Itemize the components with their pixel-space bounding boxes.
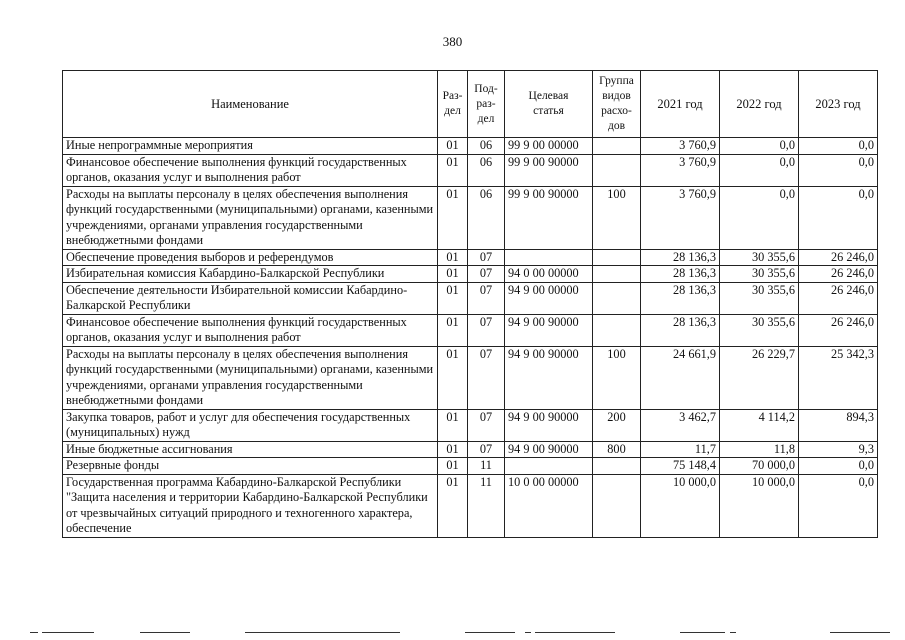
cell-name: Расходы на выплаты персоналу в целях обеспечения выполнения функций государственными (муниципальными) органами, казенными учреждениями, органами управления государственными внебюджетными фондами [63, 346, 438, 409]
cell-subsection: 07 [468, 409, 505, 441]
cell-2022: 30 355,6 [720, 282, 799, 314]
cell-2023: 26 246,0 [799, 314, 878, 346]
cell-expense-group [593, 314, 641, 346]
cell-2021: 24 661,9 [641, 346, 720, 409]
cell-section: 01 [438, 138, 468, 155]
cell-subsection: 07 [468, 282, 505, 314]
page-number: 380 [442, 34, 463, 49]
footer-scan-lines [0, 630, 905, 636]
cell-expense-group [593, 282, 641, 314]
cell-section: 01 [438, 249, 468, 266]
cell-2022: 0,0 [720, 154, 799, 186]
cell-2022: 4 114,2 [720, 409, 799, 441]
cell-section: 01 [438, 154, 468, 186]
cell-target-article: 94 9 00 90000 [505, 314, 593, 346]
cell-target-article [505, 249, 593, 266]
cell-name: Иные непрограммные мероприятия [63, 138, 438, 155]
cell-2022: 30 355,6 [720, 314, 799, 346]
table-row [63, 441, 878, 458]
cell-target-article: 99 9 00 90000 [505, 154, 593, 186]
table-row [63, 346, 878, 409]
cell-subsection: 07 [468, 266, 505, 283]
header-subsection: Под- раз- дел [468, 71, 505, 138]
cell-expense-group [593, 138, 641, 155]
cell-section: 01 [438, 266, 468, 283]
cell-target-article [505, 458, 593, 475]
cell-2021: 28 136,3 [641, 314, 720, 346]
cell-2022: 11,8 [720, 441, 799, 458]
cell-section: 01 [438, 409, 468, 441]
cell-section: 01 [438, 458, 468, 475]
cell-2023: 0,0 [799, 474, 878, 537]
table-row [63, 138, 878, 155]
header-2022: 2022 год [720, 71, 799, 138]
cell-section: 01 [438, 314, 468, 346]
cell-2022: 0,0 [720, 186, 799, 249]
cell-2022: 30 355,6 [720, 266, 799, 283]
table-row [63, 458, 878, 475]
cell-subsection: 06 [468, 138, 505, 155]
cell-subsection: 06 [468, 186, 505, 249]
cell-2021: 3 760,9 [641, 154, 720, 186]
cell-2022: 10 000,0 [720, 474, 799, 537]
cell-2021: 10 000,0 [641, 474, 720, 537]
cell-2021: 11,7 [641, 441, 720, 458]
cell-name: Расходы на выплаты персоналу в целях обеспечения выполнения функций государственными (муниципальными) органами, казенными учреждениями, органами управления государственными внебюджетными фондами [63, 186, 438, 249]
header-2023: 2023 год [799, 71, 878, 138]
cell-expense-group [593, 458, 641, 475]
cell-section: 01 [438, 282, 468, 314]
table-row [63, 186, 878, 249]
table-row [63, 266, 878, 283]
cell-expense-group [593, 266, 641, 283]
cell-2023: 9,3 [799, 441, 878, 458]
cell-2023: 26 246,0 [799, 249, 878, 266]
cell-2023: 0,0 [799, 138, 878, 155]
table-row [63, 249, 878, 266]
cell-name: Финансовое обеспечение выполнения функций государственных органов, оказания услуг и выполнения работ [63, 314, 438, 346]
cell-expense-group: 100 [593, 186, 641, 249]
cell-2023: 25 342,3 [799, 346, 878, 409]
cell-name: Обеспечение проведения выборов и референдумов [63, 249, 438, 266]
header-2021: 2021 год [641, 71, 720, 138]
cell-name: Иные бюджетные ассигнования [63, 441, 438, 458]
cell-section: 01 [438, 441, 468, 458]
cell-expense-group: 800 [593, 441, 641, 458]
cell-section: 01 [438, 346, 468, 409]
cell-2021: 3 462,7 [641, 409, 720, 441]
cell-expense-group [593, 154, 641, 186]
cell-name: Финансовое обеспечение выполнения функций государственных органов, оказания услуг и выполнения работ [63, 154, 438, 186]
cell-2022: 0,0 [720, 138, 799, 155]
cell-2022: 70 000,0 [720, 458, 799, 475]
header-section: Раз- дел [438, 71, 468, 138]
cell-target-article: 94 0 00 00000 [505, 266, 593, 283]
header-name: Наименование [63, 71, 438, 138]
cell-target-article: 94 9 00 00000 [505, 282, 593, 314]
cell-section: 01 [438, 474, 468, 537]
cell-target-article: 99 9 00 00000 [505, 138, 593, 155]
cell-expense-group [593, 474, 641, 537]
table-row [63, 409, 878, 441]
cell-name: Закупка товаров, работ и услуг для обеспечения государственных (муниципальных) нужд [63, 409, 438, 441]
table-row [63, 154, 878, 186]
cell-2021: 28 136,3 [641, 266, 720, 283]
cell-2023: 0,0 [799, 458, 878, 475]
header-target-article: Целевая статья [505, 71, 593, 138]
table-body [63, 138, 878, 538]
cell-subsection: 07 [468, 441, 505, 458]
cell-2023: 26 246,0 [799, 266, 878, 283]
cell-subsection: 11 [468, 458, 505, 475]
cell-expense-group: 100 [593, 346, 641, 409]
table-row [63, 314, 878, 346]
cell-2021: 3 760,9 [641, 186, 720, 249]
table-header-row [63, 71, 878, 138]
cell-2021: 75 148,4 [641, 458, 720, 475]
budget-table [62, 70, 878, 538]
cell-subsection: 07 [468, 314, 505, 346]
cell-2022: 30 355,6 [720, 249, 799, 266]
cell-name: Избирательная комиссия Кабардино-Балкарской Республики [63, 266, 438, 283]
cell-subsection: 07 [468, 346, 505, 409]
cell-2021: 28 136,3 [641, 282, 720, 314]
cell-subsection: 11 [468, 474, 505, 537]
cell-name: Государственная программа Кабардино-Балкарской Республики "Защита населения и территории Кабардино-Балкарской Республики от чрезвычайных ситуаций природного и техногенного характера, обеспечение [63, 474, 438, 537]
cell-subsection: 07 [468, 249, 505, 266]
table-row [63, 282, 878, 314]
cell-2021: 3 760,9 [641, 138, 720, 155]
cell-target-article: 94 9 00 90000 [505, 346, 593, 409]
cell-expense-group [593, 249, 641, 266]
cell-2022: 26 229,7 [720, 346, 799, 409]
header-expense-group: Группа видов расхо- дов [593, 71, 641, 138]
cell-name: Резервные фонды [63, 458, 438, 475]
cell-target-article: 99 9 00 90000 [505, 186, 593, 249]
cell-target-article: 94 9 00 90000 [505, 409, 593, 441]
cell-2023: 894,3 [799, 409, 878, 441]
cell-expense-group: 200 [593, 409, 641, 441]
cell-2021: 28 136,3 [641, 249, 720, 266]
table-row [63, 474, 878, 537]
cell-2023: 0,0 [799, 186, 878, 249]
cell-2023: 26 246,0 [799, 282, 878, 314]
cell-subsection: 06 [468, 154, 505, 186]
cell-name: Обеспечение деятельности Избирательной комиссии Кабардино-Балкарской Республики [63, 282, 438, 314]
cell-target-article: 94 9 00 90000 [505, 441, 593, 458]
cell-target-article: 10 0 00 00000 [505, 474, 593, 537]
cell-2023: 0,0 [799, 154, 878, 186]
cell-section: 01 [438, 186, 468, 249]
